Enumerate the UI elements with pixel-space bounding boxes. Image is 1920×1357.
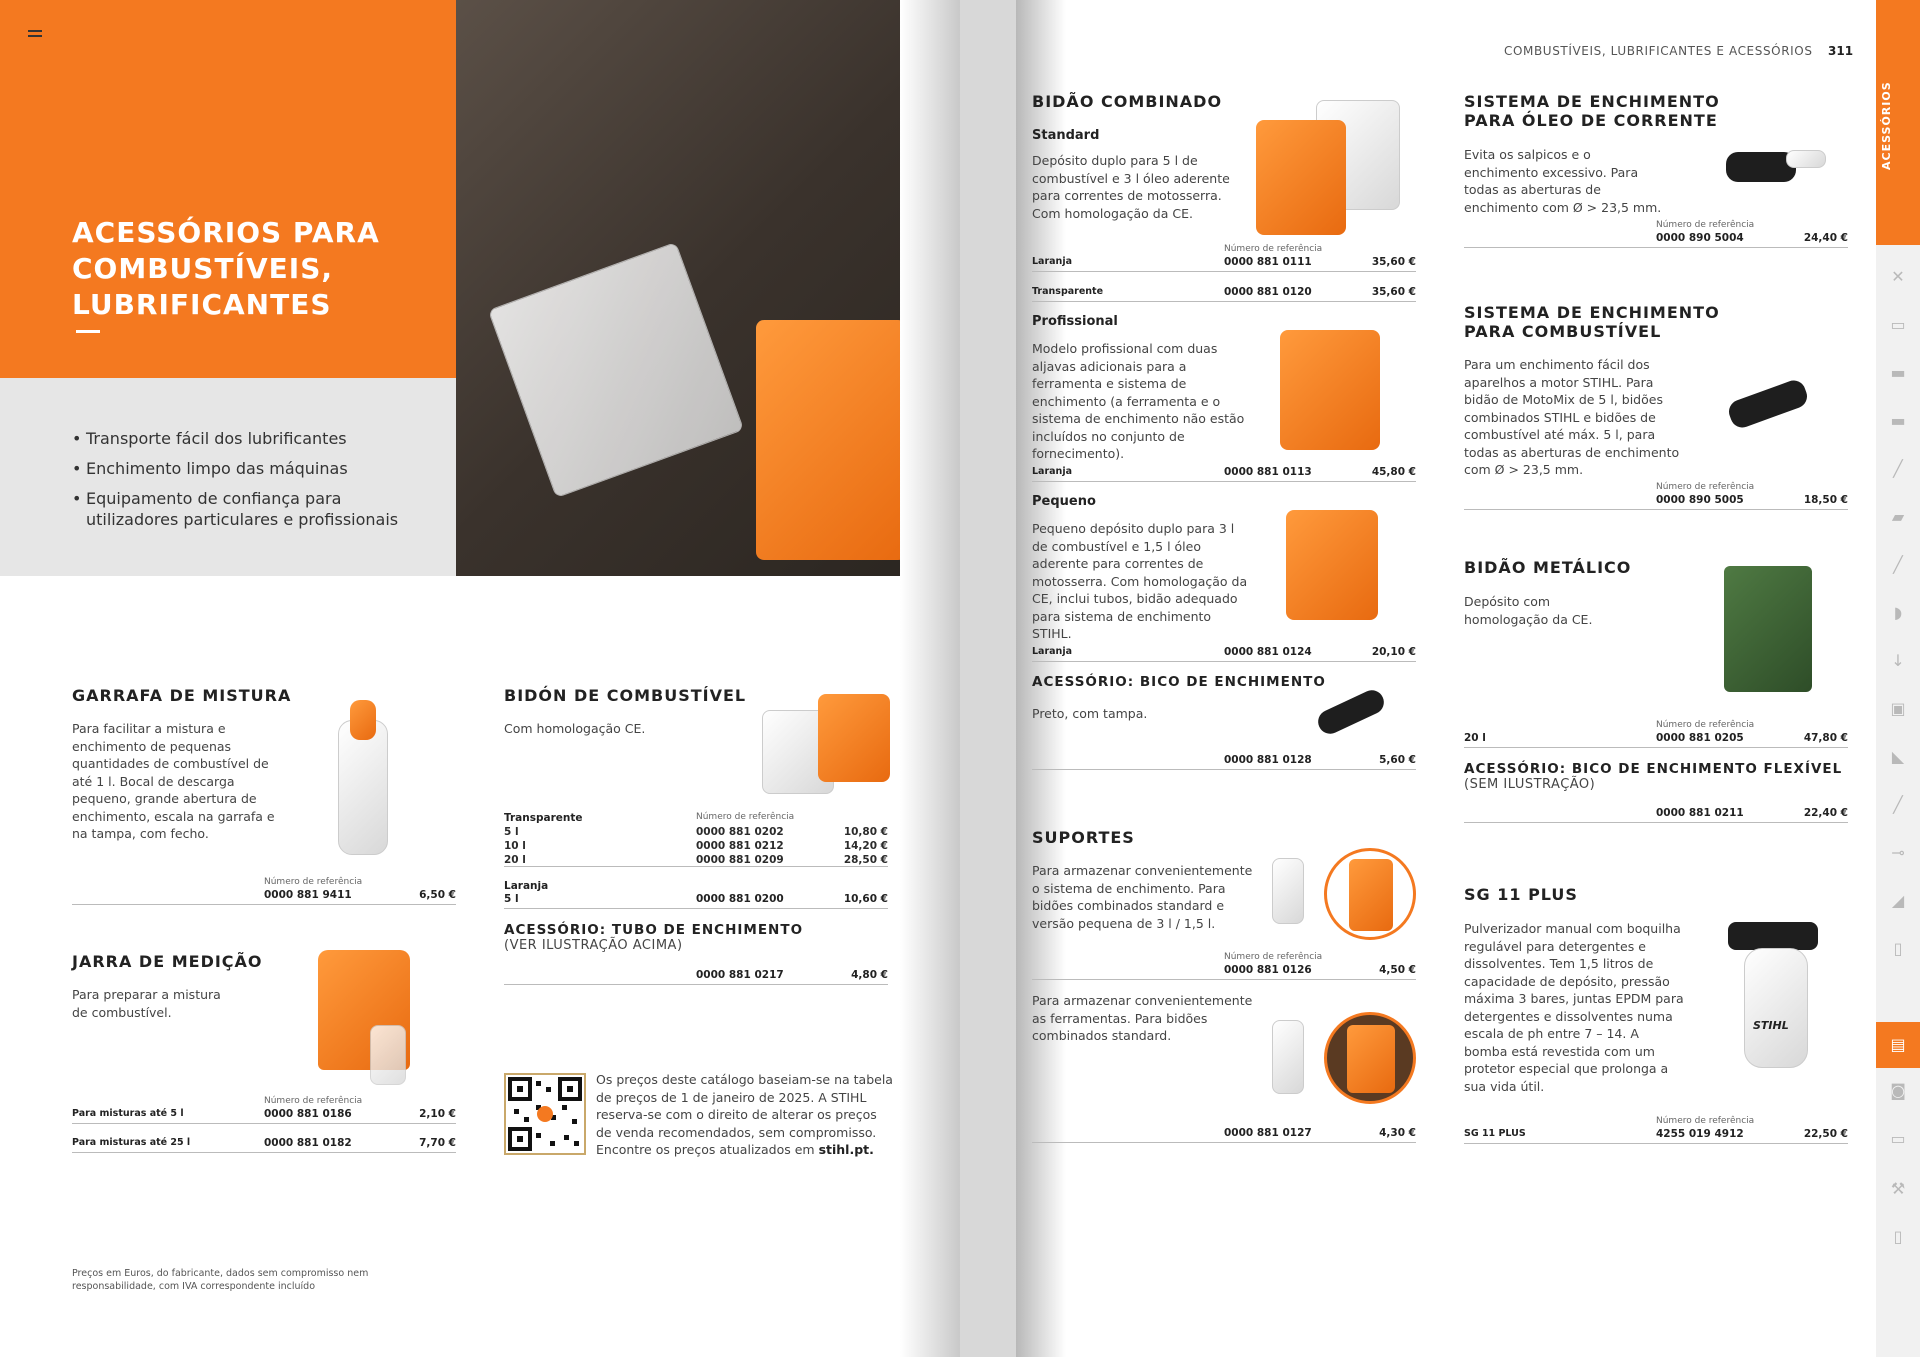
- price: 45,80 €: [1371, 466, 1416, 478]
- product-description: Evita os salpicos e o enchimento excessivo. Para todas as aberturas de enchimento com Ø > 23,5 mm.: [1464, 147, 1662, 215]
- cultivator-icon[interactable]: ╱: [1893, 795, 1903, 814]
- price: 22,40 €: [1803, 807, 1848, 819]
- price-row: [1464, 807, 1848, 823]
- feature-item: • Enchimento limpo das máquinas: [72, 458, 432, 479]
- feature-item: • Equipamento de confiança para utilizadores particulares e profissionais: [72, 488, 432, 530]
- price: 4,30 €: [1379, 1127, 1416, 1139]
- toolbox-icon[interactable]: ▭: [1890, 1129, 1906, 1148]
- product-title: SUPORTES: [1032, 828, 1135, 847]
- price: 6,50 €: [419, 889, 456, 901]
- ref-number: 0000 881 0200: [696, 893, 784, 905]
- holder-image: [1272, 858, 1304, 924]
- metal-jerrycan-image: [1724, 566, 1812, 692]
- ref-number: 0000 881 0186: [264, 1108, 352, 1120]
- ref-number: 0000 881 0212: [696, 840, 784, 852]
- orange-can-image: [818, 694, 890, 782]
- measuring-cup-image: [370, 1025, 406, 1085]
- shovel-icon[interactable]: ↓: [1891, 651, 1905, 670]
- tool-holder-detail-image: [1324, 1012, 1416, 1104]
- variant-label: 20 l: [1464, 732, 1486, 744]
- variant-label: 5 l: [504, 893, 519, 905]
- ref-number: 0000 881 0127: [1224, 1127, 1312, 1139]
- tab-accessories-label: ACESSÓRIOS: [1880, 81, 1893, 170]
- ref-number: 0000 881 0202: [696, 826, 784, 838]
- variant-label: Transparente: [1032, 286, 1104, 297]
- product-title-line: PARA ÓLEO DE CORRENTE: [1464, 111, 1718, 130]
- ref-number: 0000 881 0217: [696, 969, 784, 981]
- product-title-line: SISTEMA DE ENCHIMENTO: [1464, 303, 1720, 322]
- price-row: [72, 1108, 456, 1124]
- price-row: [72, 1137, 456, 1153]
- bottle-cap-image: [350, 700, 376, 740]
- mixing-bottle-image: [338, 720, 388, 855]
- variant-label: Laranja: [1032, 256, 1072, 267]
- holder-detail-photo: [1349, 859, 1393, 931]
- ref-number: 0000 881 0211: [1656, 807, 1744, 819]
- accessory-title: ACESSÓRIO: TUBO DE ENCHIMENTO: [504, 922, 804, 938]
- tool-holder-image: [1272, 1020, 1304, 1094]
- variant-label: 20 l: [504, 854, 526, 866]
- ref-label: Número de referência: [1656, 220, 1755, 230]
- hero-title-line: COMBUSTÍVEIS,: [72, 252, 333, 285]
- combi-can-small-image: [1286, 510, 1378, 620]
- hero-title-line: LUBRIFICANTES: [72, 288, 332, 321]
- product-description: Para armazenar convenientemente as ferramentas. Para bidões combinados standard.: [1032, 993, 1253, 1043]
- variant-label: Laranja: [1032, 466, 1072, 477]
- price-table: [504, 825, 888, 867]
- variant-label: 5 l: [504, 826, 519, 838]
- hero-title-line: ACESSÓRIOS PARA: [72, 216, 380, 249]
- price-row: [1032, 964, 1416, 980]
- variant-label: Laranja: [1032, 646, 1072, 657]
- chainsaw-icon[interactable]: ✕: [1891, 267, 1905, 286]
- product-description: Pulverizador manual com boquilha regulável para detergentes e dissolventes. Tem 1,5 litros de capacidade de depósito, pressão máxima 3 bares, juntas EPDM para detergentes e dissolventes numa escala de ph entre 7 – 14. A bomba está revestida com um protetor especial que prolonga a sua vida útil.: [1464, 921, 1684, 1094]
- ref-label: Número de referência: [1656, 482, 1755, 492]
- scarifier-icon[interactable]: ◣: [1891, 747, 1905, 766]
- ref-label: Número de referência: [264, 877, 363, 887]
- vacuum-icon[interactable]: ▰: [1891, 507, 1905, 526]
- product-description: Pequeno depósito duplo para 3 l de combustível e 1,5 l óleo aderente para correntes de motosserra. Com homologação da CE, inclui tubos, bidão adequado para sistema de enchimento STIHL.: [1032, 521, 1248, 641]
- pole-icon[interactable]: ╱: [1893, 555, 1903, 574]
- price: 10,60 €: [843, 893, 888, 905]
- product-title: SG 11 PLUS: [1464, 885, 1578, 904]
- product-description: Para facilitar a mistura e enchimento de pequenas quantidades de combustível de até 1 l. Bocal de descarga pequeno, grande abertura de enchimento, escala na garrafa e na tampa, com fecho.: [72, 721, 275, 841]
- price: 47,80 €: [1803, 732, 1848, 744]
- robot-icon[interactable]: ◢: [1891, 891, 1905, 910]
- product-title-line: PARA COMBUSTÍVEL: [1464, 322, 1662, 341]
- ref-number: 0000 881 0209: [696, 854, 784, 866]
- group-label: Laranja: [504, 880, 549, 892]
- product-title: BIDÓN DE COMBUSTÍVEL: [504, 686, 747, 705]
- product-title: BIDÃO COMBINADO: [1032, 92, 1223, 111]
- product-description: Com homologação CE.: [504, 721, 646, 736]
- ref-number: 0000 881 0182: [264, 1137, 352, 1149]
- price: 4,50 €: [1379, 964, 1416, 976]
- price: 7,70 €: [419, 1137, 456, 1149]
- oil-filler-tip-image: [1786, 150, 1826, 168]
- hedge-icon[interactable]: ▬: [1890, 363, 1906, 382]
- ref-label: Número de referência: [264, 1096, 363, 1106]
- product-title: GARRAFA DE MISTURA: [72, 686, 292, 705]
- feature-item: • Transporte fácil dos lubrificantes: [72, 428, 432, 449]
- price: 2,10 €: [419, 1108, 456, 1120]
- product-title: [1464, 303, 1720, 341]
- price-row: [1032, 466, 1416, 482]
- brushcutter-icon[interactable]: ╱: [1893, 459, 1903, 478]
- variant-label: Para misturas até 25 l: [72, 1137, 191, 1148]
- price-row: [504, 969, 888, 985]
- website-link[interactable]: stihl.pt.: [818, 1142, 874, 1157]
- accessory-note: (SEM ILUSTRAÇÃO): [1464, 777, 1596, 792]
- price-row: [1464, 1128, 1848, 1144]
- price-row: [1464, 232, 1848, 248]
- price: 35,60 €: [1371, 256, 1416, 268]
- bottle-icon[interactable]: ▯: [1893, 1227, 1903, 1246]
- page-number: 311: [1828, 44, 1854, 58]
- variant-label: SG 11 PLUS: [1464, 1128, 1526, 1139]
- product-description: Depósito duplo para 5 l de combustível e 3 l óleo aderente para correntes de motosserra. Com homologação da CE.: [1032, 153, 1230, 221]
- hero-title: [72, 215, 452, 323]
- ref-column: [696, 825, 784, 867]
- ref-label: Número de referência: [1656, 1116, 1755, 1126]
- catalog-book-icon[interactable]: ▤: [1876, 1022, 1920, 1068]
- ref-number: 0000 881 0128: [1224, 754, 1312, 766]
- ref-number: 4255 019 4912: [1656, 1128, 1744, 1140]
- variant-heading: Profissional: [1032, 314, 1118, 329]
- section-tabs: [1876, 0, 1920, 1357]
- product-description: Para preparar a mistura de combustível.: [72, 987, 221, 1020]
- holder-detail-image: [1324, 848, 1416, 940]
- product-description: Para armazenar convenientemente o sistema de enchimento. Para bidões combinados standard e versão pequena de 3 l / 1,5 l.: [1032, 863, 1253, 931]
- phone-icon[interactable]: ▯: [1893, 939, 1903, 958]
- ref-label: Número de referência: [1224, 244, 1323, 254]
- tab-accessories[interactable]: [1876, 0, 1920, 245]
- ref-number: 0000 890 5005: [1656, 494, 1744, 506]
- ref-number: 0000 881 0126: [1224, 964, 1312, 976]
- ref-number: 0000 881 9411: [264, 889, 352, 901]
- price-column: [844, 825, 888, 867]
- price-notice-text: Os preços deste catálogo baseiam-se na tabela de preços de 1 de janeiro de 2025. A STIHL reserva-se com o direito de alterar os preços de venda recomendados, sem compromisso. Encontre os preços atualizados em: [596, 1072, 893, 1157]
- menu-icon[interactable]: [28, 30, 42, 42]
- tool-holder-detail-photo: [1347, 1025, 1395, 1093]
- price-row: [1464, 494, 1848, 510]
- sprayer-bottle-image: [1744, 948, 1808, 1068]
- variant-heading: Standard: [1032, 128, 1100, 143]
- pressure-washer-icon[interactable]: ⊸: [1891, 843, 1905, 862]
- product-title: JARRA DE MEDIÇÃO: [72, 952, 263, 971]
- ref-number: 0000 881 0205: [1656, 732, 1744, 744]
- qr-code[interactable]: [504, 1073, 586, 1155]
- qr-code-icon: [506, 1075, 584, 1153]
- variant-label: 10 l: [504, 840, 526, 852]
- fuel-filler-image: [1726, 377, 1811, 431]
- price: 35,60 €: [1371, 286, 1416, 298]
- ref-number: 0000 881 0124: [1224, 646, 1312, 658]
- price-row: [1032, 646, 1416, 662]
- product-description: Preto, com tampa.: [1032, 706, 1148, 721]
- price-row: [1032, 286, 1416, 302]
- sprayer-head-image: [1728, 922, 1818, 950]
- sprayer-brand: STIHL: [1753, 1019, 1789, 1032]
- title-dash: [76, 330, 100, 333]
- price: 24,40 €: [1803, 232, 1848, 244]
- ref-label: Número de referência: [696, 812, 795, 822]
- nozzle-image: [1314, 686, 1388, 737]
- price-row: [1032, 256, 1416, 272]
- product-title-line: SISTEMA DE ENCHIMENTO: [1464, 92, 1720, 111]
- product-description: Modelo profissional com duas aljavas adicionais para a ferramenta e sistema de enchimento (a ferramenta e o sistema de enchimento não estão incluídos no conjunto de fornecimento).: [1032, 341, 1245, 461]
- price-notice: [596, 1071, 896, 1159]
- blower-icon[interactable]: ▬: [1890, 411, 1906, 430]
- price-row: [1464, 732, 1848, 748]
- mower-icon[interactable]: ▣: [1890, 699, 1906, 718]
- group-label: Transparente: [504, 812, 583, 824]
- helmet-icon[interactable]: ◙: [1890, 1081, 1906, 1100]
- accessory-note: (VER ILUSTRAÇÃO ACIMA): [504, 938, 683, 953]
- product-title: BIDÃO METÁLICO: [1464, 558, 1632, 577]
- ref-label: Número de referência: [1656, 720, 1755, 730]
- ref-number: 0000 890 5004: [1656, 232, 1744, 244]
- trimmer-icon[interactable]: ▭: [1890, 315, 1906, 334]
- price: 14,20 €: [843, 840, 888, 852]
- combi-can-pro-image: [1280, 330, 1380, 450]
- price-row: [504, 893, 888, 909]
- ref-number: 0000 881 0111: [1224, 256, 1312, 268]
- jug-image: [488, 242, 744, 498]
- hero-photo: [456, 0, 960, 576]
- price: 4,80 €: [851, 969, 888, 981]
- price: 5,60 €: [1379, 754, 1416, 766]
- section-header: COMBUSTÍVEIS, LUBRIFICANTES E ACESSÓRIOS: [1504, 44, 1813, 58]
- product-title: [1464, 92, 1720, 130]
- canister-image: [756, 320, 906, 560]
- price-row: [1032, 1127, 1416, 1143]
- ref-number: 0000 881 0120: [1224, 286, 1312, 298]
- price: 10,80 €: [843, 826, 888, 838]
- price-row: [1032, 754, 1416, 770]
- price: 20,10 €: [1371, 646, 1416, 658]
- ref-label: Número de referência: [1224, 952, 1323, 962]
- ref-number: 0000 881 0113: [1224, 466, 1312, 478]
- feature-list: [72, 428, 432, 539]
- sprayer-icon[interactable]: ◗: [1893, 603, 1903, 622]
- right-page: [1016, 0, 1920, 1357]
- footer-note: Preços em Euros, do fabricante, dados sem compromisso nem responsabilidade, com IVA correspondente incluído: [72, 1268, 369, 1292]
- variant-label: [504, 825, 526, 867]
- accessory-title: ACESSÓRIO: BICO DE ENCHIMENTO: [1032, 674, 1326, 690]
- accessory-title: ACESSÓRIO: BICO DE ENCHIMENTO FLEXÍVEL: [1464, 761, 1843, 777]
- variant-label: Para misturas até 5 l: [72, 1108, 184, 1119]
- axe-icon[interactable]: ⚒: [1890, 1179, 1906, 1198]
- variant-heading: Pequeno: [1032, 494, 1096, 509]
- price: 28,50 €: [843, 854, 888, 866]
- page-gutter: [900, 0, 960, 1357]
- price: 22,50 €: [1803, 1128, 1848, 1140]
- price: 18,50 €: [1803, 494, 1848, 506]
- price-row: [72, 889, 456, 905]
- product-description: Depósito com homologação da CE.: [1464, 594, 1593, 627]
- combi-can-orange-image: [1256, 120, 1346, 235]
- product-description: Para um enchimento fácil dos aparelhos a motor STIHL. Para bidão de MotoMix de 5 l, bidões combinados STIHL e bidões de combustível até máx. 5 l, para todas as aberturas de enchimento com Ø > 23,5 mm.: [1464, 357, 1680, 477]
